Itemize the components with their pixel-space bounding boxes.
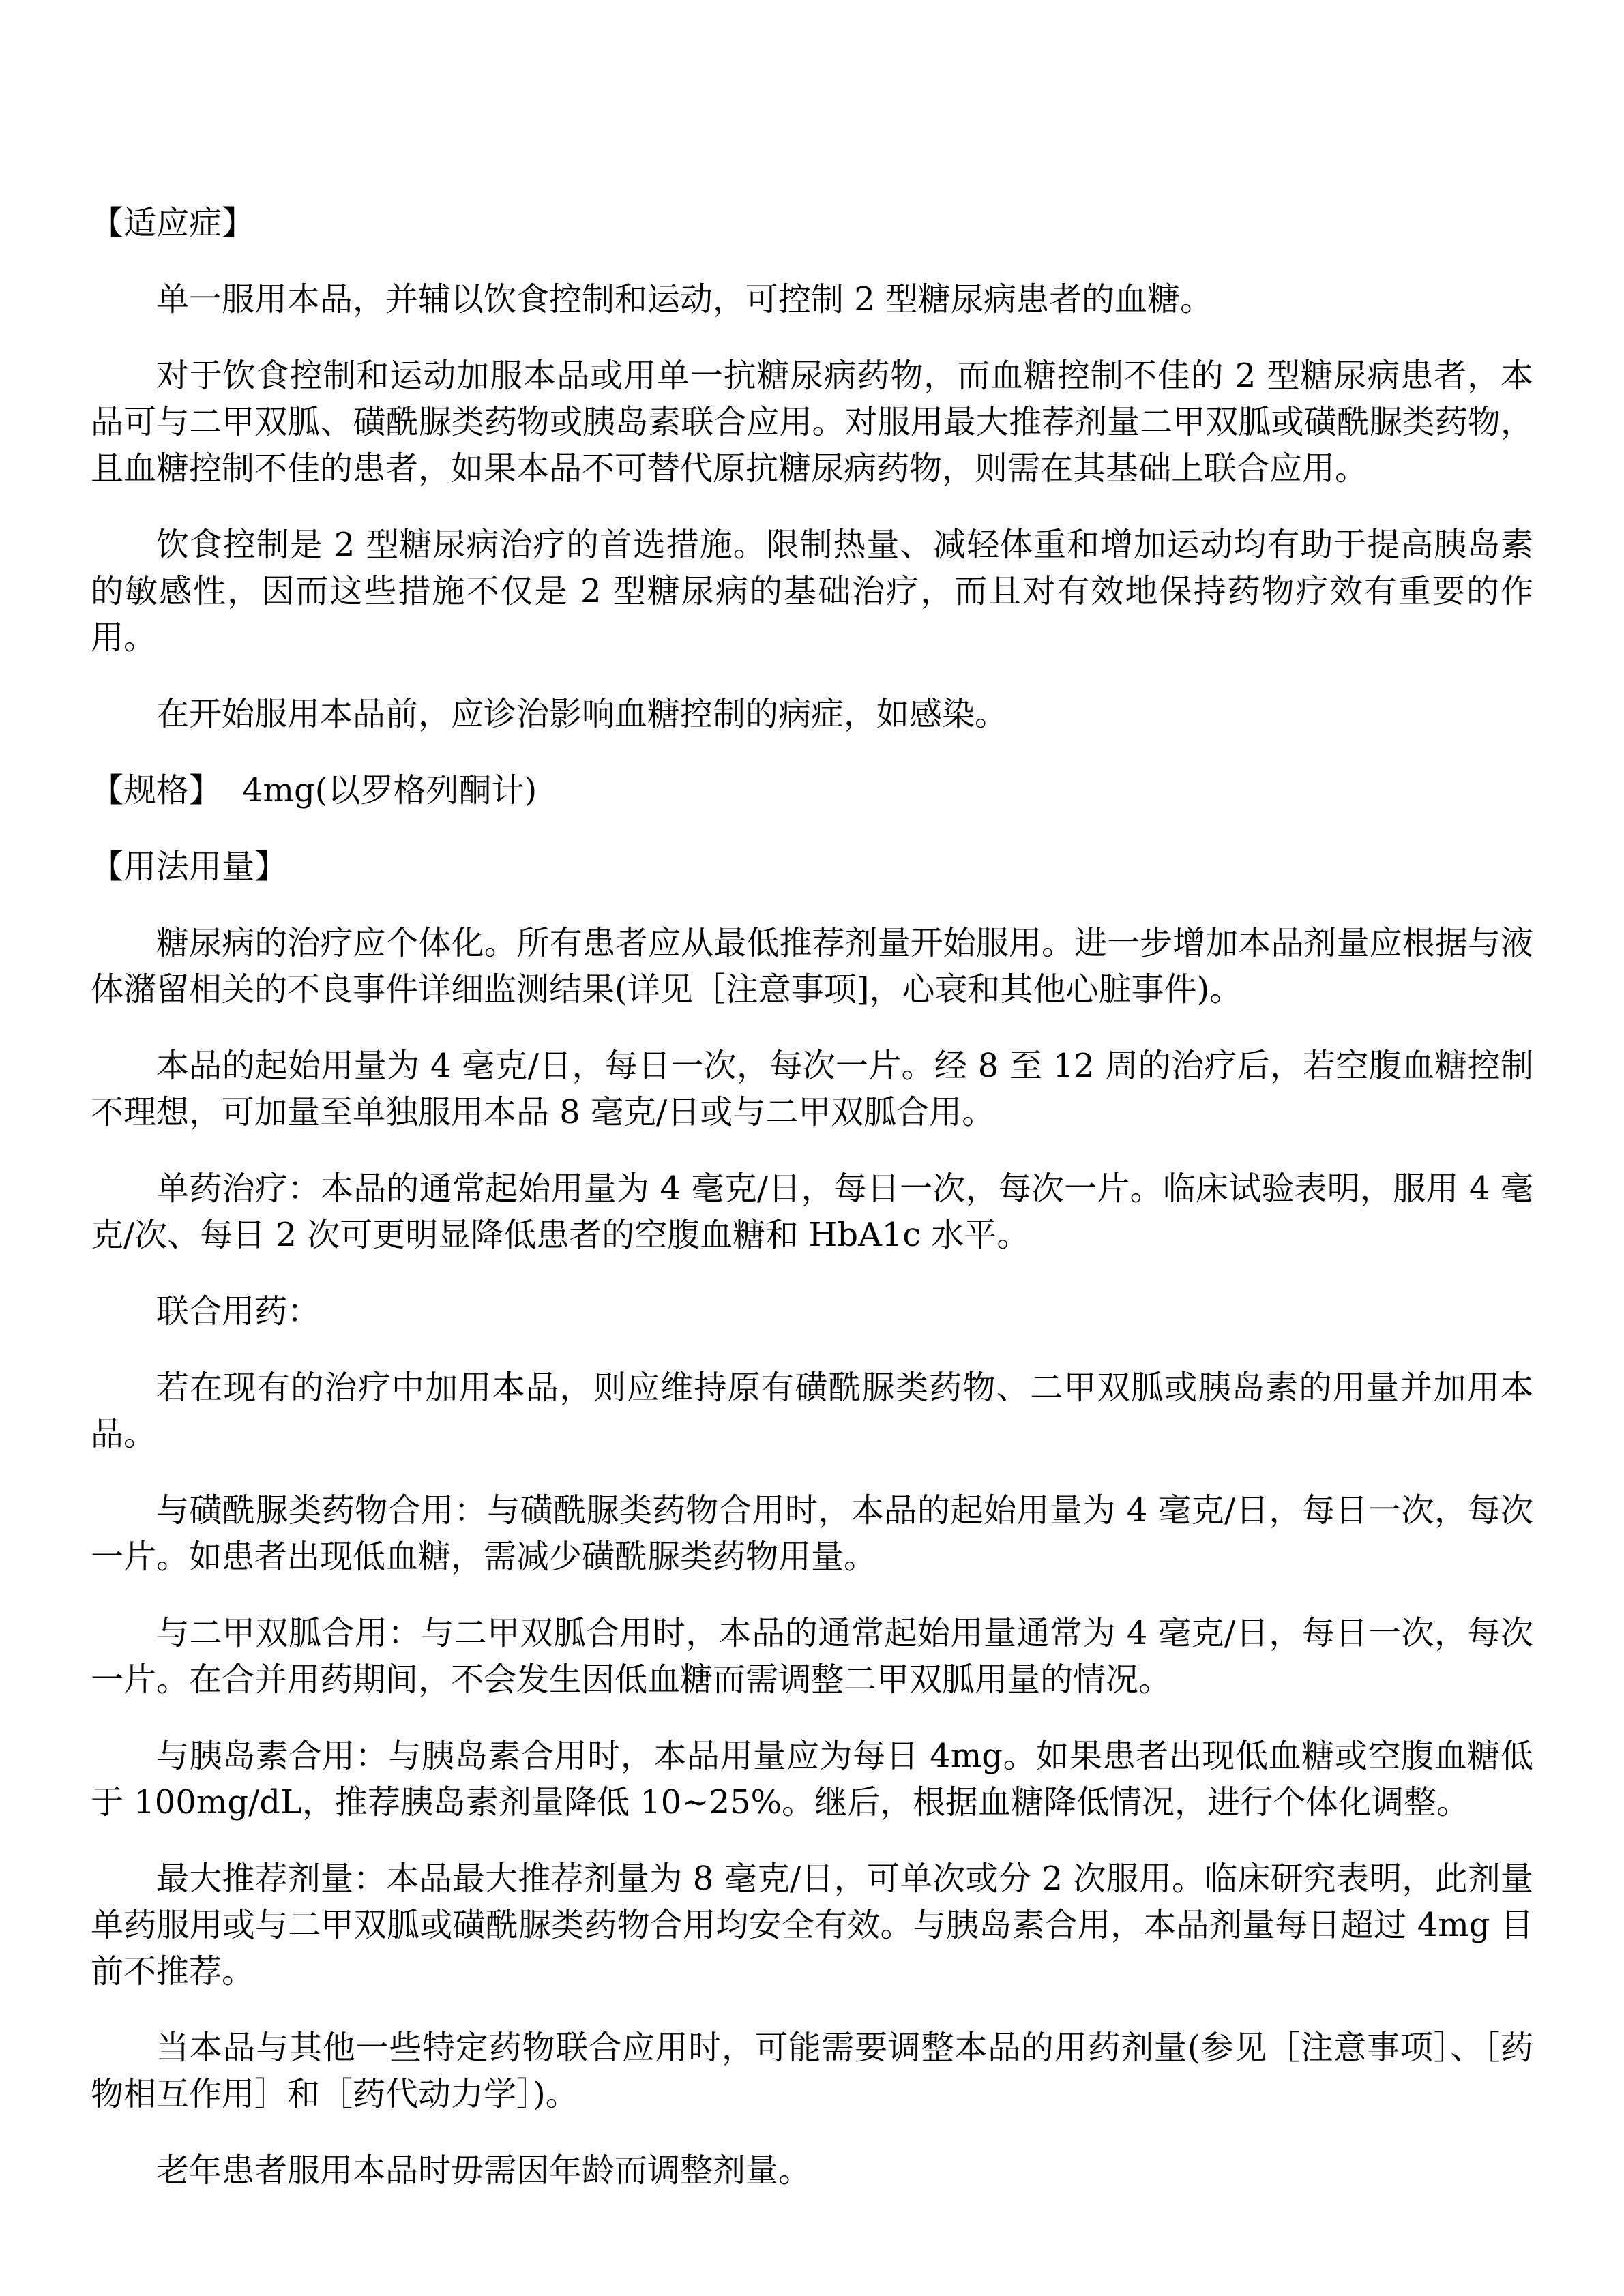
paragraph-usage-sulfonylurea: 与磺酰脲类药物合用：与磺酰脲类药物合用时，本品的起始用量为 4 毫克/日，每日一次，每次一片。如患者出现低血糖，需减少磺酰脲类药物用量。 bbox=[91, 1491, 1533, 1576]
paragraph-indications-2: 对于饮食控制和运动加服本品或用单一抗糖尿病药物，而血糖控制不佳的 2 型糖尿病患者，本品可与二甲双胍、磺酰脲类药物或胰岛素联合应用。对服用最大推荐剂量二甲双胍或磺酰脲类药物，且血糖控制不佳的患者，如果本品不可替代原抗糖尿病药物，则需在其基础上联合应用。 bbox=[91, 357, 1533, 488]
section-heading-usage: 【用法用量】 bbox=[91, 848, 288, 886]
paragraph-usage-3: 单药治疗：本品的通常起始用量为 4 毫克/日，每日一次，每次一片。临床试验表明，服用 4 毫克/次、每日 2 次可更明显降低患者的空腹血糖和 HbA1c 水平。 bbox=[91, 1169, 1533, 1254]
paragraph-usage-max-dose: 最大推荐剂量：本品最大推荐剂量为 8 毫克/日，可单次或分 2 次服用。临床研究表明，此剂量单药服用或与二甲双胍或磺酰脲类药物合用均安全有效。与胰岛素合用，本品剂量每日超过 4mg 目前不推荐。 bbox=[91, 1860, 1533, 1991]
paragraph-usage-metformin: 与二甲双胍合用：与二甲双胍合用时，本品的通常起始用量通常为 4 毫克/日，每日一次，每次一片。在合并用药期间，不会发生因低血糖而需调整二甲双胍用量的情况。 bbox=[91, 1614, 1533, 1699]
paragraph-indications-4: 在开始服用本品前，应诊治影响血糖控制的病症，如感染。 bbox=[156, 695, 1008, 733]
section-heading-spec: 【规格】 bbox=[91, 771, 222, 809]
paragraph-usage-drug-interaction: 当本品与其他一些特定药物联合应用时，可能需要调整本品的用药剂量(参见［注意事项］、［药物相互作用］和［药代动力学］)。 bbox=[91, 2029, 1533, 2113]
paragraph-usage-insulin: 与胰岛素合用：与胰岛素合用时，本品用量应为每日 4mg。如果患者出现低血糖或空腹血糖低于 100mg/dL，推荐胰岛素剂量降低 10~25%。继后，根据血糖降低情况，进行个体化调整。 bbox=[91, 1737, 1533, 1821]
paragraph-indications-1: 单一服用本品，并辅以饮食控制和运动，可控制 2 型糖尿病患者的血糖。 bbox=[156, 280, 1213, 318]
paragraph-usage-1: 糖尿病的治疗应个体化。所有患者应从最低推荐剂量开始服用。进一步增加本品剂量应根据与液体潴留相关的不良事件详细监测结果(详见［注意事项]，心衰和其他心脏事件)。 bbox=[91, 924, 1533, 1009]
paragraph-usage-elderly: 老年患者服用本品时毋需因年龄而调整剂量。 bbox=[156, 2151, 812, 2190]
paragraph-usage-4: 若在现有的治疗中加用本品，则应维持原有磺酰脲类药物、二甲双胍或胰岛素的用量并加用本品。 bbox=[91, 1369, 1533, 1453]
paragraph-indications-3: 饮食控制是 2 型糖尿病治疗的首选措施。限制热量、减轻体重和增加运动均有助于提高胰岛素的敏感性，因而这些措施不仅是 2 型糖尿病的基础治疗，而且对有效地保持药物疗效有重要的作用。 bbox=[91, 526, 1533, 657]
section-heading-indications: 【适应症】 bbox=[91, 204, 255, 242]
spec-value: 4mg(以罗格列酮计) bbox=[242, 771, 537, 809]
paragraph-usage-2: 本品的起始用量为 4 毫克/日，每日一次，每次一片。经 8 至 12 周的治疗后，若空腹血糖控制不理想，可加量至单独服用本品 8 毫克/日或与二甲双胍合用。 bbox=[91, 1047, 1533, 1131]
spec-line bbox=[91, 767, 1533, 814]
paragraph-usage-combination-label: 联合用药： bbox=[156, 1292, 321, 1330]
